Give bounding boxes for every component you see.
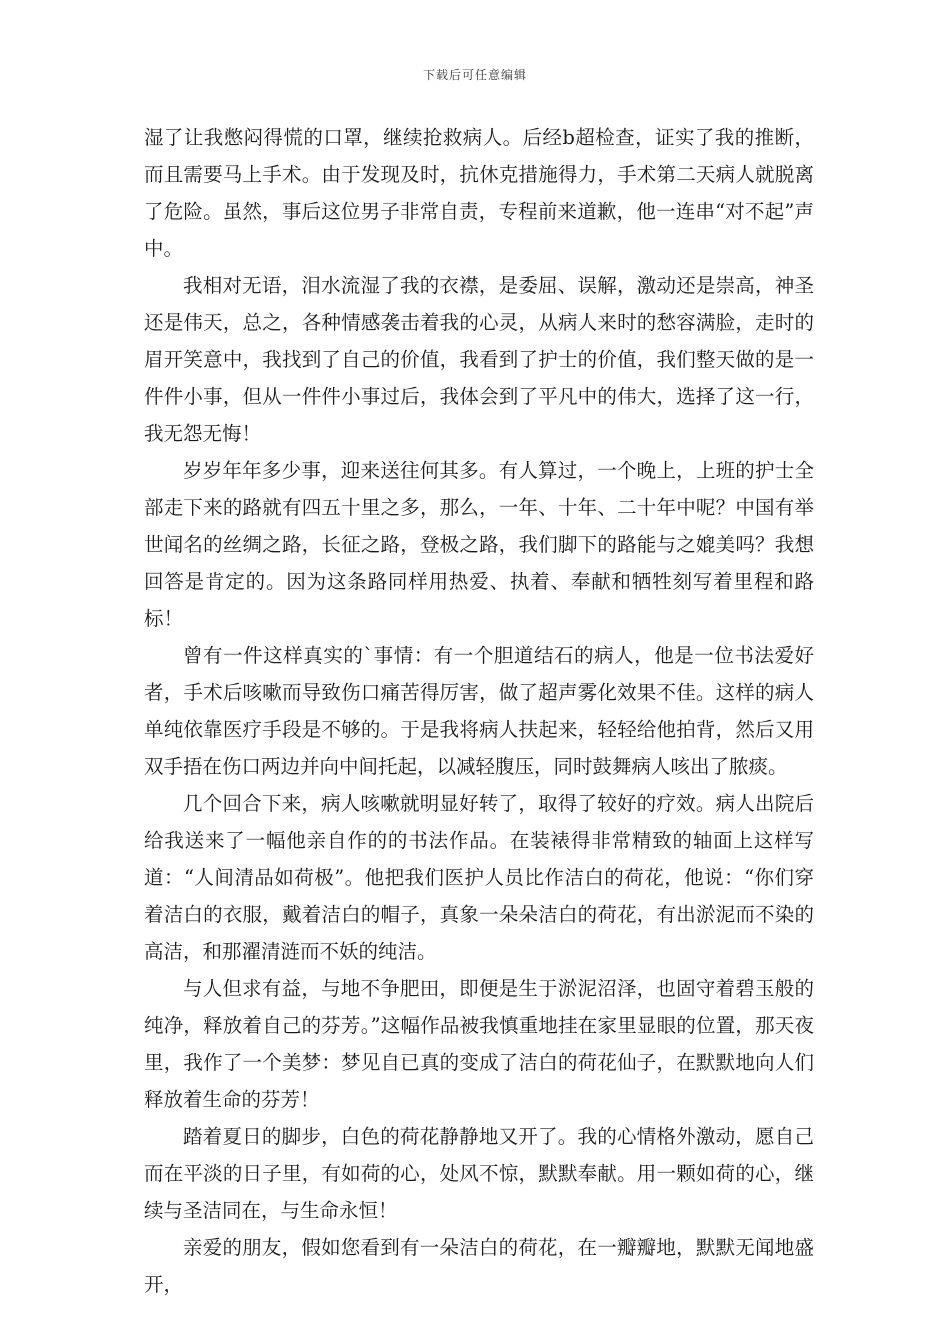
paragraph: 几个回合下来，病人咳嗽就明显好转了，取得了较好的疗效。病人出院后给我送来了一幅他亲自作的的书法作品。在装裱得非常精致的轴面上这样写道：“人间清品如荷极”。他把我们医护人员比作洁白的荷花，他说：“你们穿着洁白的衣服，戴着洁白的帽子，真象一朵朵洁白的荷花，有出淤泥而不染的高洁，和那濯清涟而不妖的纯洁。 — [144, 792, 814, 963]
paragraph: 岁岁年年多少事，迎来送往何其多。有人算过，一个晚上，上班的护士全部走下来的路就有四五十里之多，那么，一年、十年、二十年中呢？中国有举世闻名的丝绸之路，长征之路，登极之路，我们脚下的路能与之媲美吗？我想回答是肯定的。因为这条路同样用热爱、执着、奉献和牺牲刻写着里程和路标！ — [144, 459, 814, 630]
document-body — [144, 119, 814, 1303]
page-header: 下载后可任意编辑 — [422, 68, 527, 82]
paragraph: 湿了让我憋闷得慌的口罩，继续抢救病人。后经b超检查，证实了我的推断，而且需要马上手术。由于发现及时，抗休克措施得力，手术第二天病人就脱离了危险。虽然，事后这位男子非常自责，专程前来道歉，他一连串“对不起”声中。 — [144, 126, 814, 260]
paragraph: 与人但求有益，与地不争肥田，即便是生于淤泥沼泽，也固守着碧玉般的纯净，释放着自己的芬芳。”这幅作品被我慎重地挂在家里显眼的位置，那天夜里，我作了一个美梦：梦见自已真的变成了洁白的荷花仙子，在默默地向人们释放着生命的芬芳！ — [144, 977, 814, 1111]
paragraph: 我相对无语，泪水流湿了我的衣襟，是委屈、误解，激动还是崇高，神圣还是伟天，总之，各种情感袭击着我的心灵，从病人来时的愁容满脸，走时的眉开笑意中，我找到了自己的价值，我看到了护士的价值，我们整天做的是一件件小事，但从一件件小事过后，我体会到了平凡中的伟大，选择了这一行，我无怨无悔！ — [144, 274, 814, 445]
paragraph: 亲爱的朋友，假如您看到有一朵洁白的荷花，在一瓣瓣地，默默无闻地盛开， — [144, 1236, 814, 1296]
paragraph: 踏着夏日的脚步，白色的荷花静静地又开了。我的心情格外激动，愿自己而在平淡的日子里，有如荷的心，处风不惊，默默奉献。用一颗如荷的心，继续与圣洁同在，与生命永恒！ — [144, 1125, 814, 1222]
paragraph: 曾有一件这样真实的`事情：有一个胆道结石的病人，他是一位书法爱好者，手术后咳嗽而导致伤口痛苦得厉害，做了超声雾化效果不佳。这样的病人单纯依靠医疗手段是不够的。于是我将病人扶起来，轻轻给他拍背，然后又用双手捂在伤口两边并向中间托起，以减轻腹压，同时鼓舞病人咳出了脓痰。 — [144, 644, 814, 778]
